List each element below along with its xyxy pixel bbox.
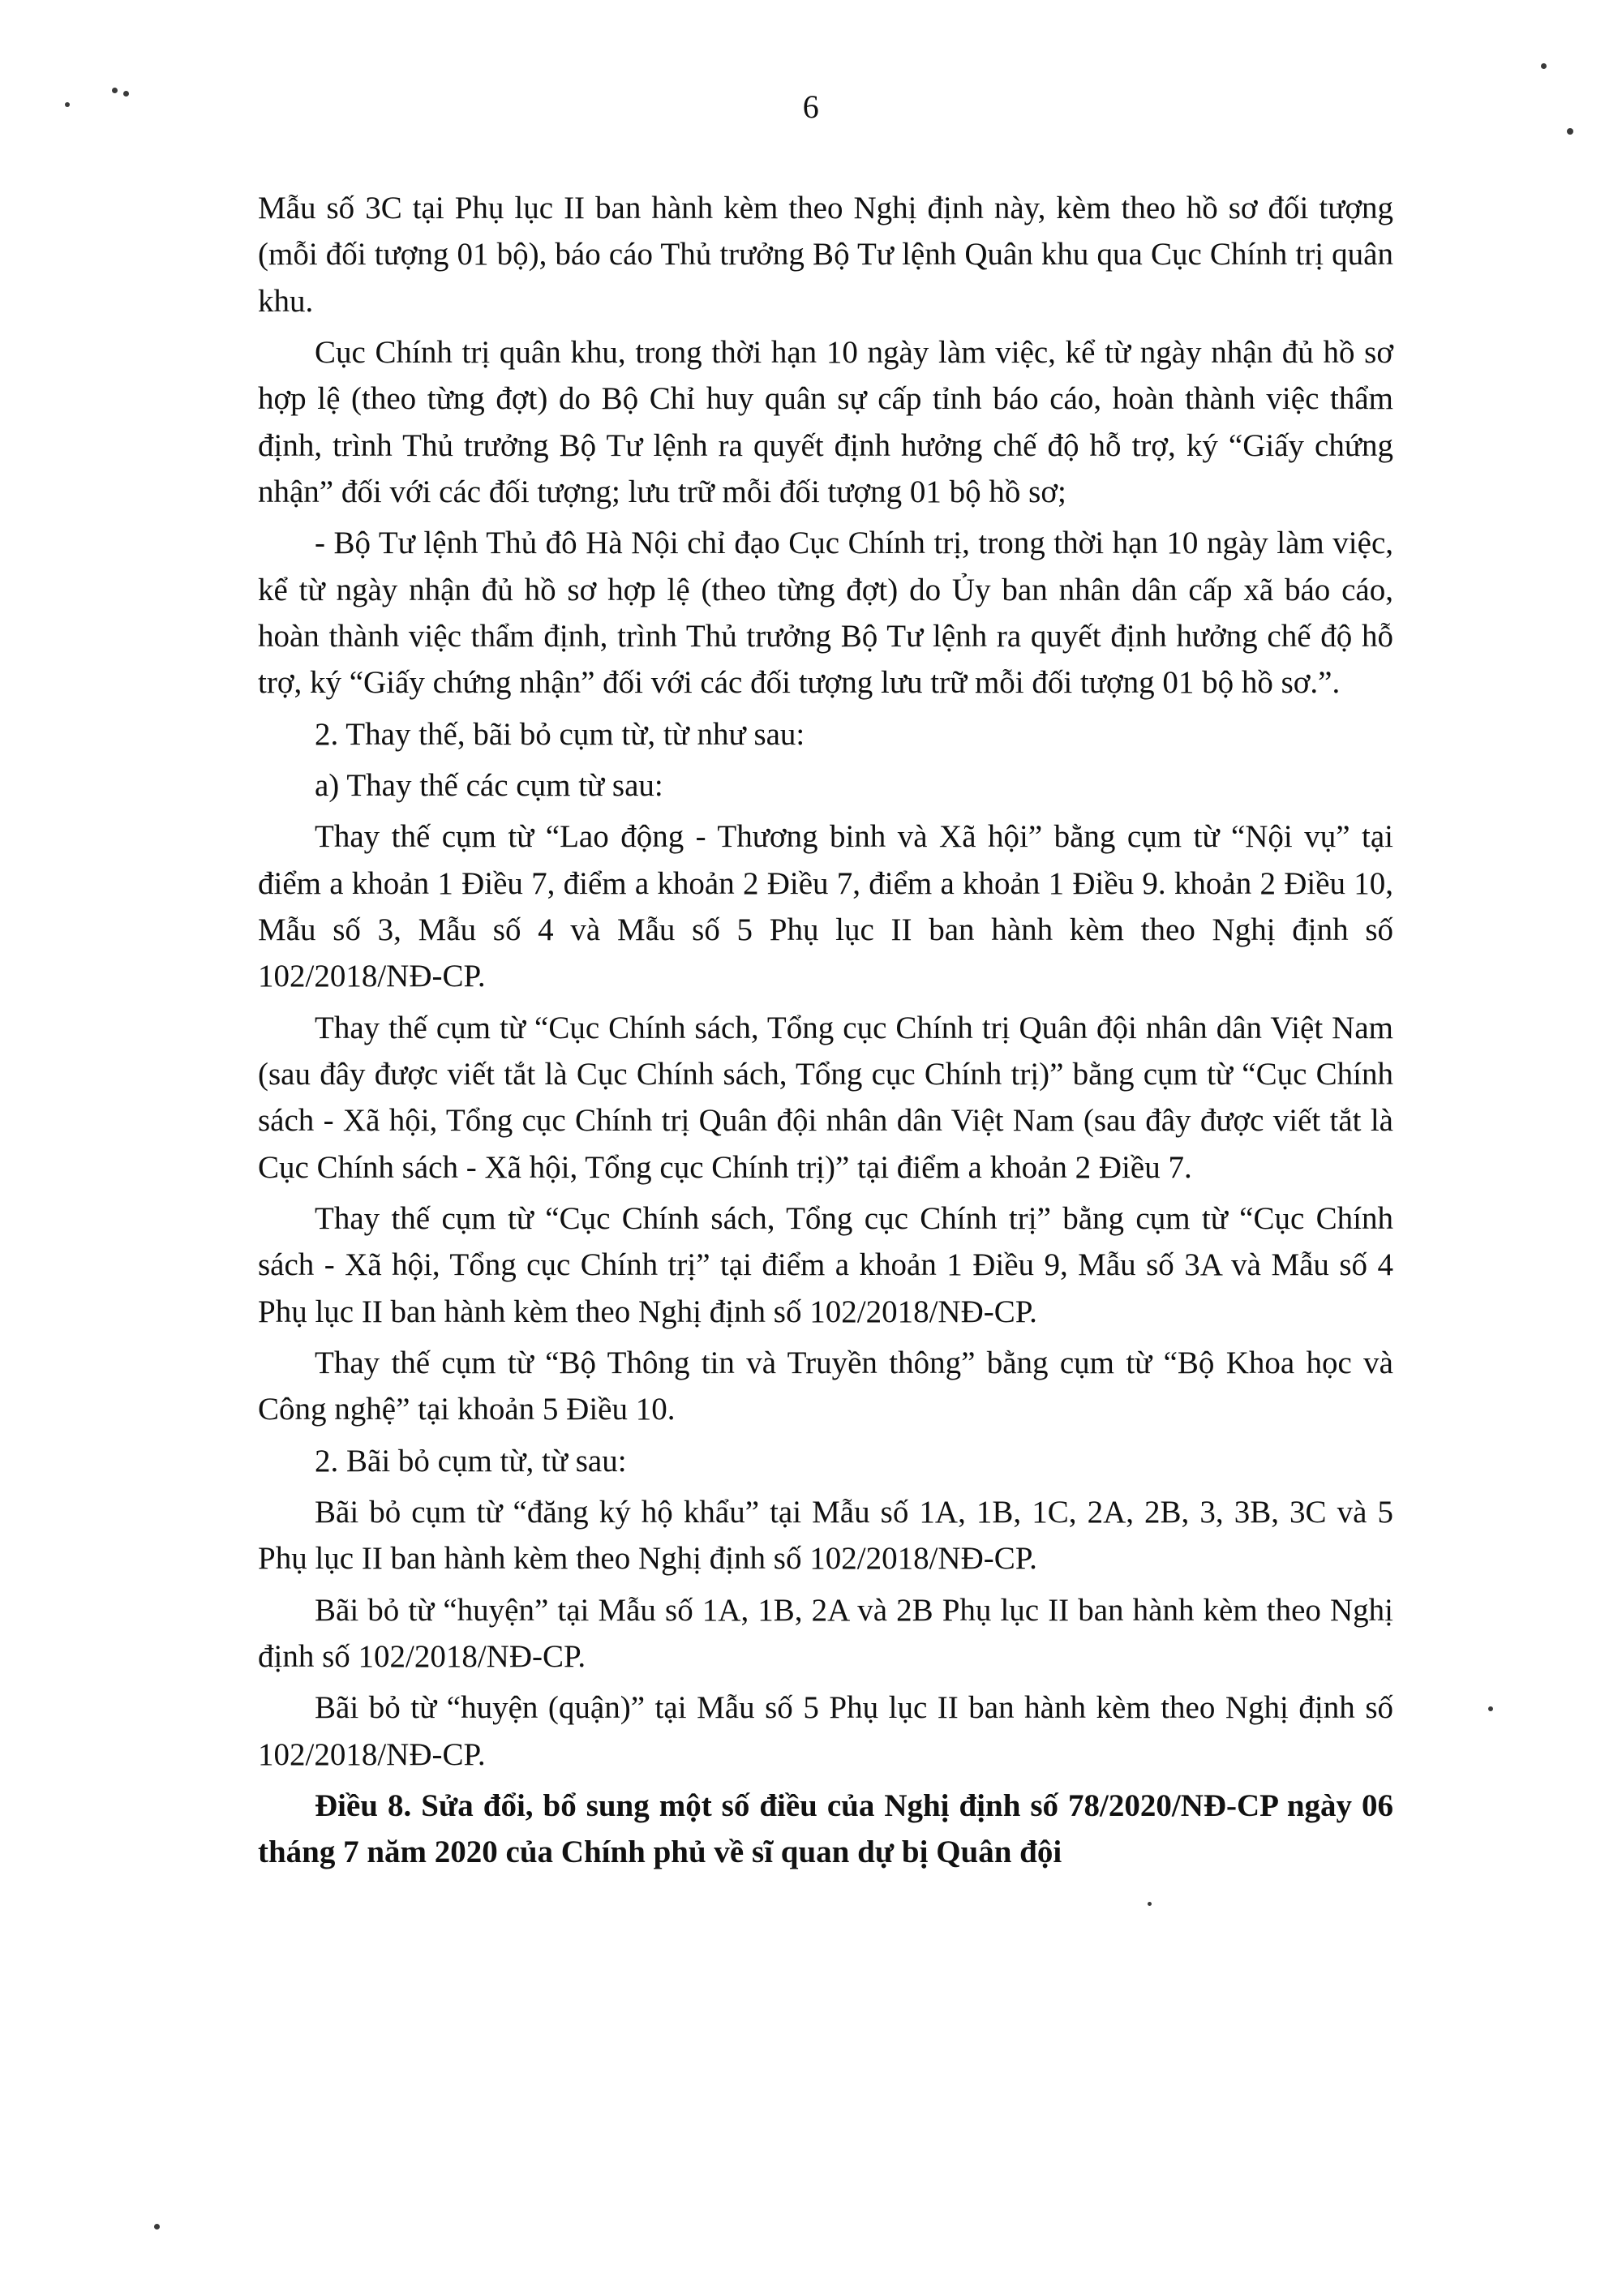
- paragraph-3: - Bộ Tư lệnh Thủ đô Hà Nội chỉ đạo Cục Chính trị, trong thời hạn 10 ngày làm việc, kể từ ngày nhận đủ hồ sơ hợp lệ (theo từng đợt) do Ủy ban nhân dân cấp xã báo cáo, hoàn thành việc thẩm định, trình Thủ trưởng Bộ Tư lệnh ra quyết định hưởng chế độ hỗ trợ, ký “Giấy chứng nhận” đối với các đối tượng lưu trữ mỗi đối tượng 01 bộ hồ sơ.”.: [258, 526, 1393, 701]
- paragraph-12: Bãi bỏ từ “huyện” tại Mẫu số 1A, 1B, 2A và 2B Phụ lục II ban hành kèm theo Nghị định số 102/2018/NĐ-CP.: [258, 1592, 1393, 1674]
- scan-speck: [1541, 63, 1547, 69]
- paragraph-9: Thay thế cụm từ “Bộ Thông tin và Truyền thông” bằng cụm từ “Bộ Khoa học và Công nghệ” tại khoản 5 Điều 10.: [258, 1345, 1393, 1427]
- scan-speck: [1148, 1902, 1152, 1906]
- scan-speck: [1567, 128, 1573, 135]
- paragraph-7: Thay thế cụm từ “Cục Chính sách, Tổng cục Chính trị Quân đội nhân dân Việt Nam (sau đây được viết tắt là Cục Chính sách, Tổng cục Chính trị)” bằng cụm từ “Cục Chính sách - Xã hội, Tổng cục Chính trị Quân đội nhân dân Việt Nam (sau đây được viết tắt là Cục Chính sách - Xã hội, Tổng cục Chính trị)” tại điểm a khoản 2 Điều 7.: [258, 1010, 1393, 1185]
- paragraph-11: Bãi bỏ cụm từ “đăng ký hộ khẩu” tại Mẫu số 1A, 1B, 1C, 2A, 2B, 3, 3B, 3C và 5 Phụ lục II ban hành kèm theo Nghị định số 102/2018/NĐ-CP.: [258, 1494, 1393, 1577]
- scan-speck: [154, 2224, 160, 2229]
- paragraph-6: Thay thế cụm từ “Lao động - Thương binh và Xã hội” bằng cụm từ “Nội vụ” tại điểm a khoản 1 Điều 7, điểm a khoản 2 Điều 7, điểm a khoản 1 Điều 9. khoản 2 Điều 10, Mẫu số 3, Mẫu số 4 và Mẫu số 5 Phụ lục II ban hành kèm theo Nghị định số 102/2018/NĐ-CP.: [258, 819, 1393, 994]
- paragraph-5: a) Thay thế các cụm từ sau:: [315, 767, 663, 803]
- scan-speck: [1488, 1706, 1493, 1711]
- paragraph-4: 2. Thay thế, bãi bỏ cụm từ, từ như sau:: [315, 716, 805, 752]
- paragraph-13: Bãi bỏ từ “huyện (quận)” tại Mẫu số 5 Phụ lục II ban hành kèm theo Nghị định số 102/2018/NĐ-CP.: [258, 1690, 1393, 1772]
- paragraph-10: 2. Bãi bỏ cụm từ, từ sau:: [315, 1443, 627, 1478]
- paragraph-2: Cục Chính trị quân khu, trong thời hạn 10 ngày làm việc, kể từ ngày nhận đủ hồ sơ hợp lệ (theo từng đợt) do Bộ Chỉ huy quân sự cấp tỉnh báo cáo, hoàn thành việc thẩm định, trình Thủ trưởng Bộ Tư lệnh ra quyết định hưởng chế độ hỗ trợ, ký “Giấy chứng nhận” đối với các đối tượng; lưu trữ mỗi đối tượng 01 bộ hồ sơ;: [258, 334, 1393, 509]
- document-body: [258, 185, 1393, 1880]
- paragraph-14-article-heading: Điều 8. Sửa đổi, bổ sung một số điều của Nghị định số 78/2020/NĐ-CP ngày 06 tháng 7 năm 2020 của Chính phủ về sĩ quan dự bị Quân đội: [258, 1787, 1393, 1870]
- paragraph-1: Mẫu số 3C tại Phụ lục II ban hành kèm theo Nghị định này, kèm theo hồ sơ đối tượng (mỗi đối tượng 01 bộ), báo cáo Thủ trưởng Bộ Tư lệnh Quân khu qua Cục Chính trị quân khu.: [258, 191, 1393, 319]
- paragraph-8: Thay thế cụm từ “Cục Chính sách, Tổng cục Chính trị” bằng cụm từ “Cục Chính sách - Xã hội, Tổng cục Chính trị” tại điểm a khoản 1 Điều 9, Mẫu số 3A và Mẫu số 4 Phụ lục II ban hành kèm theo Nghị định số 102/2018/NĐ-CP.: [258, 1200, 1393, 1329]
- page-number: 6: [802, 88, 820, 125]
